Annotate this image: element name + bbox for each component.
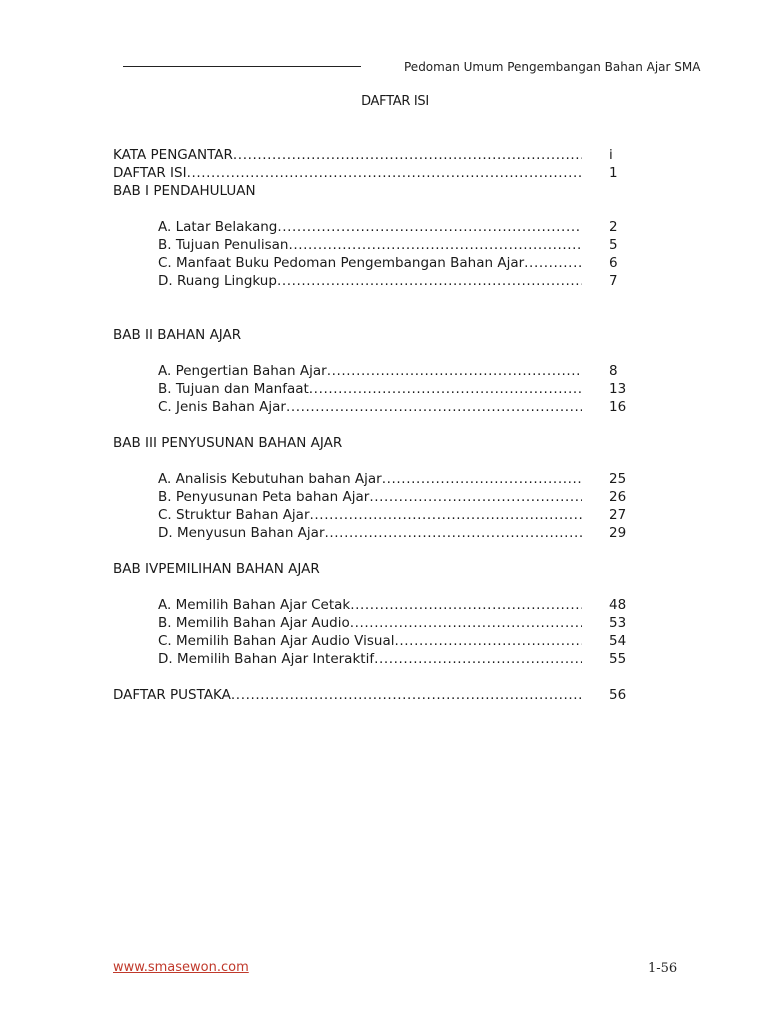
- toc-entry-label: B. Tujuan Penulisan: [158, 237, 289, 253]
- toc-entry-page: 53: [609, 615, 627, 631]
- toc-entry[interactable]: [113, 254, 633, 272]
- toc-entry[interactable]: [113, 506, 633, 524]
- toc-entry[interactable]: [113, 488, 633, 506]
- toc-entry-page: 2: [609, 219, 618, 235]
- toc-entry-label: C. Jenis Bahan Ajar: [158, 399, 286, 415]
- toc-entry-page: 54: [609, 633, 627, 649]
- header-title: Pedoman Umum Pengembangan Bahan Ajar SMA: [404, 60, 701, 74]
- toc-entry-label: A. Pengertian Bahan Ajar: [158, 363, 327, 379]
- toc-entry-page: 26: [609, 489, 627, 505]
- toc-entry-page: 8: [609, 363, 618, 379]
- toc-entry-page: 25: [609, 471, 627, 487]
- toc-entry-label: A. Analisis Kebutuhan bahan Ajar: [158, 471, 382, 487]
- page-number: 1-56: [648, 961, 678, 976]
- toc-entry[interactable]: [113, 362, 633, 380]
- toc-entry[interactable]: [113, 398, 633, 416]
- toc-entry-label: C. Struktur Bahan Ajar: [158, 507, 310, 523]
- header-rule: [123, 66, 361, 67]
- toc-entry-page: 6: [609, 255, 618, 271]
- toc-entry-label: KATA PENGANTAR: [113, 147, 233, 163]
- toc-entry-page: 56: [609, 687, 627, 703]
- toc-entry-page: 27: [609, 507, 627, 523]
- toc-entry-page: 48: [609, 597, 627, 613]
- toc-entry[interactable]: [113, 470, 633, 488]
- toc-entry-label: B. Memilih Bahan Ajar Audio: [158, 615, 350, 631]
- toc-entry-label: DAFTAR ISI: [113, 165, 187, 181]
- toc-entry-page: 16: [609, 399, 627, 415]
- toc-entry-label: B. Penyusunan Peta bahan Ajar: [158, 489, 370, 505]
- toc-entry-label: D. Menyusun Bahan Ajar: [158, 525, 325, 541]
- toc-entry[interactable]: [113, 218, 633, 236]
- toc-entry[interactable]: [113, 596, 633, 614]
- toc-entry-page: 13: [609, 381, 627, 397]
- toc-entry-page: 55: [609, 651, 627, 667]
- toc-entry-label: A. Memilih Bahan Ajar Cetak: [158, 597, 351, 613]
- toc-entry-daftar-pustaka[interactable]: [113, 686, 633, 704]
- toc-entry[interactable]: [113, 650, 633, 668]
- chapter-heading-bab3: BAB III PENYUSUNAN BAHAN AJAR: [113, 435, 343, 451]
- toc-entry[interactable]: [113, 236, 633, 254]
- toc-entry-daftar-isi[interactable]: [113, 164, 633, 182]
- toc-entry-page: 5: [609, 237, 618, 253]
- chapter-heading-bab2: BAB II BAHAN AJAR: [113, 327, 242, 343]
- toc-entry-label: D. Ruang Lingkup: [158, 273, 277, 289]
- website-link[interactable]: www.smasewon.com: [113, 960, 249, 975]
- toc-entry-kata-pengantar[interactable]: [113, 146, 633, 164]
- toc-entry-page: 1: [609, 165, 618, 181]
- toc-entry[interactable]: [113, 380, 633, 398]
- toc-entry-page: 7: [609, 273, 618, 289]
- toc-entry-label: C. Manfaat Buku Pedoman Pengembangan Bahan Ajar: [158, 255, 525, 271]
- toc-entry[interactable]: [113, 272, 633, 290]
- page-title: DAFTAR ISI: [361, 94, 429, 109]
- toc-entry-label: C. Memilih Bahan Ajar Audio Visual: [158, 633, 395, 649]
- toc-entry-label: DAFTAR PUSTAKA: [113, 687, 231, 703]
- toc-entry-page: 29: [609, 525, 627, 541]
- toc-entry-label: A. Latar Belakang: [158, 219, 278, 235]
- chapter-heading-bab4: BAB IVPEMILIHAN BAHAN AJAR: [113, 561, 320, 577]
- toc-entry-label: D. Memilih Bahan Ajar Interaktif: [158, 651, 375, 667]
- toc-entry-page: i: [609, 147, 613, 163]
- chapter-heading-bab1: BAB I PENDAHULUAN: [113, 183, 256, 199]
- toc-entry[interactable]: [113, 524, 633, 542]
- table-of-contents: [113, 146, 633, 704]
- toc-entry[interactable]: [113, 614, 633, 632]
- toc-entry[interactable]: [113, 632, 633, 650]
- toc-entry-label: B. Tujuan dan Manfaat: [158, 381, 309, 397]
